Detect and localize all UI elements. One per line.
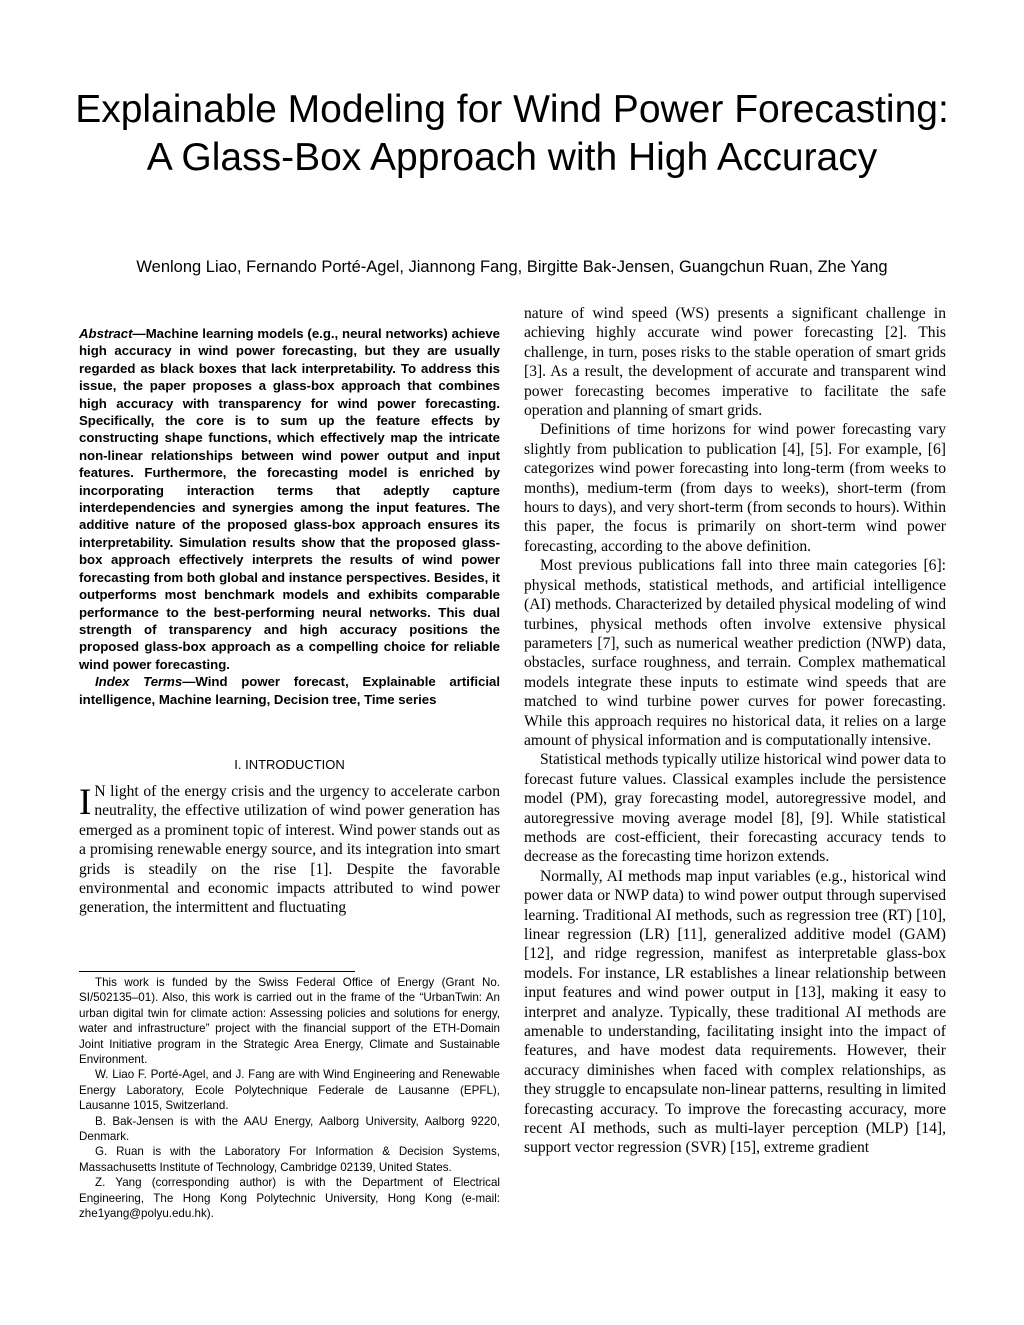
intro-paragraph-time-horizons: Definitions of time horizons for wind power forecasting vary slightly from publication to publication [4], [5]. For example, [6] categorizes wind power forecasting into long-term (from weeks to months), medium-term (from days to weeks), short-term (from hours to days), and very short-term (from seconds to hours). Within this paper, the focus is primarily on short-term wind power forecasting, according to the above definition.	[524, 421, 946, 555]
footnotes	[79, 971, 500, 1222]
intro-paragraph-1	[79, 782, 500, 918]
footnote-divider	[79, 971, 355, 972]
intro-paragraph-categories: Most previous publications fall into three main categories [6]: physical methods, statistical methods, and artificial intelligence (AI) methods. Characterized by detailed physical modeling of wind turbines, physical methods often involve extensive physical parameters [7], such as numerical weather prediction (NWP) data, obstacles, surface roughness, and terrain. Complex mathematical models integrate these inputs to estimate wind speeds that are matched to wind turbine power curves for power forecasting. While this approach requires no historical data, it relies on a large amount of physical information and is computationally intensive.	[524, 557, 946, 749]
abstract-label: Abstract	[79, 326, 133, 341]
abstract	[79, 325, 500, 673]
footnote-corresponding-author: Z. Yang (corresponding author) is with the Department of Electrical Engineering, The Hong Kong Polytechnic University, Hong Kong (e-mail: zhe1yang@polyu.edu.hk).	[79, 1176, 500, 1221]
index-terms	[79, 673, 500, 708]
index-terms-text: —Wind power forecast, Explainable artificial intelligence, Machine learning, Decision tree, Time series	[79, 674, 500, 707]
author-list: Wenlong Liao, Fernando Porté-Agel, Jiannong Fang, Birgitte Bak-Jensen, Guangchun Ruan, Zhe Yang	[136, 258, 888, 276]
footnote-funding: This work is funded by the Swiss Federal Office of Energy (Grant No. SI/502135–01). Also, this work is carried out in the frame of the “UrbanTwin: An urban digital twin for climate action: Assessing policies and solutions for energy, water and infrastructure” project with the financial support of the ETH-Domain Joint Initiative program in the Strategic Area Energy, Climate and Sustainable Environment.	[79, 976, 500, 1067]
right-column	[524, 304, 946, 1158]
intro-paragraph-ai-methods: Normally, AI methods map input variables (e.g., historical wind power data or NWP data) to wind power output through supervised learning. Traditional AI methods, such as regression tree (RT) [10], linear regression (LR) [11], generalized additive model (GAM) [12], and ridge regression, manifest as interpretable glass-box models. For instance, LR establishes a linear relationship between input features and wind power output in [13], making it easy to interpret and analyze. Typically, these traditional AI methods are amenable to understanding, facilitating insight into the impact of features, and have modest data requirements. However, their accuracy diminishes when faced with complex relationships, as they struggle to encapsulate non-linear patterns, resulting in limited forecasting accuracy. To improve the forecasting accuracy, more recent AI methods, such as multi-layer perception (MLP) [14], support vector regression (SVR) [15], extreme gradient	[524, 867, 946, 1157]
index-terms-label: Index Terms	[95, 674, 183, 690]
intro-paragraph-statistical: Statistical methods typically utilize historical wind power data to forecast future values. Classical examples include the persistence model (PM), gray forecasting model, autoregressive model, and autoregressive moving average model [8], [9]. While statistical methods are cost-efficient, their forecasting accuracy tends to decrease as the forecasting time horizon extends.	[524, 751, 946, 866]
left-column	[79, 325, 500, 918]
footnote-affiliation-aau: B. Bak-Jensen is with the AAU Energy, Aalborg University, Aalborg 9220, Denmark.	[79, 1114, 500, 1144]
footnote-affiliation-mit: G. Ruan is with the Laboratory For Information & Decision Systems, Massachusetts Institute of Technology, Cambridge 02139, United States.	[79, 1145, 500, 1174]
intro-paragraph-continued: nature of wind speed (WS) presents a significant challenge in achieving highly accurate wind power forecasting [2]. This challenge, in turn, poses risks to the stable operation of smart grids [3]. As a result, the development of accurate and transparent wind power forecasting becomes imperative to facilitate the safe operation and planning of smart grids.	[524, 305, 946, 420]
drop-cap: I	[79, 781, 92, 823]
section-heading-introduction: I. INTRODUCTION	[234, 756, 345, 772]
paper-title: Explainable Modeling for Wind Power Forecasting: A Glass-Box Approach with High Accuracy	[75, 88, 949, 179]
abstract-text: —Machine learning models (e.g., neural networks) achieve high accuracy in wind power forecasting, but they are usually regarded as black boxes that lack interpretability. To address this issue, the paper proposes a glass-box approach that combines high accuracy with transparency for wind power forecasting. Specifically, the core is to sum up the feature effects by constructing shape functions, which effectively map the intricate non-linear relationships between wind power output and input features. Furthermore, the forecasting model is enriched by incorporating interaction terms that adeptly capture interdependencies and synergies among the input features. The additive nature of the proposed glass-box approach ensures its interpretability. Simulation results show that the proposed glass-box approach effectively interprets the results of wind power forecasting from both global and instance perspectives. Besides, it outperforms most benchmark models and exhibits comparable performance to the best-performing neural networks. This dual strength of transparency and high accuracy positions the proposed glass-box approach as a compelling choice for reliable wind power forecasting.	[79, 326, 500, 672]
footnote-affiliation-epfl: W. Liao F. Porté-Agel, and J. Fang are with Wind Engineering and Renewable Energy Laboratory, Ecole Polytechnique Federale de Lausanne (EPFL), Lausanne 1015, Switzerland.	[79, 1068, 500, 1113]
intro-paragraph-1-text: N light of the energy crisis and the urgency to accelerate carbon neutrality, the effective utilization of wind power generation has emerged as a prominent topic of interest. Wind power stands out as a promising renewable energy source, and its integration into smart grids is steadily on the rise [1]. Despite the favorable environmental and economic impacts attributed to wind power generation, the intermittent and fluctuating	[79, 782, 500, 917]
